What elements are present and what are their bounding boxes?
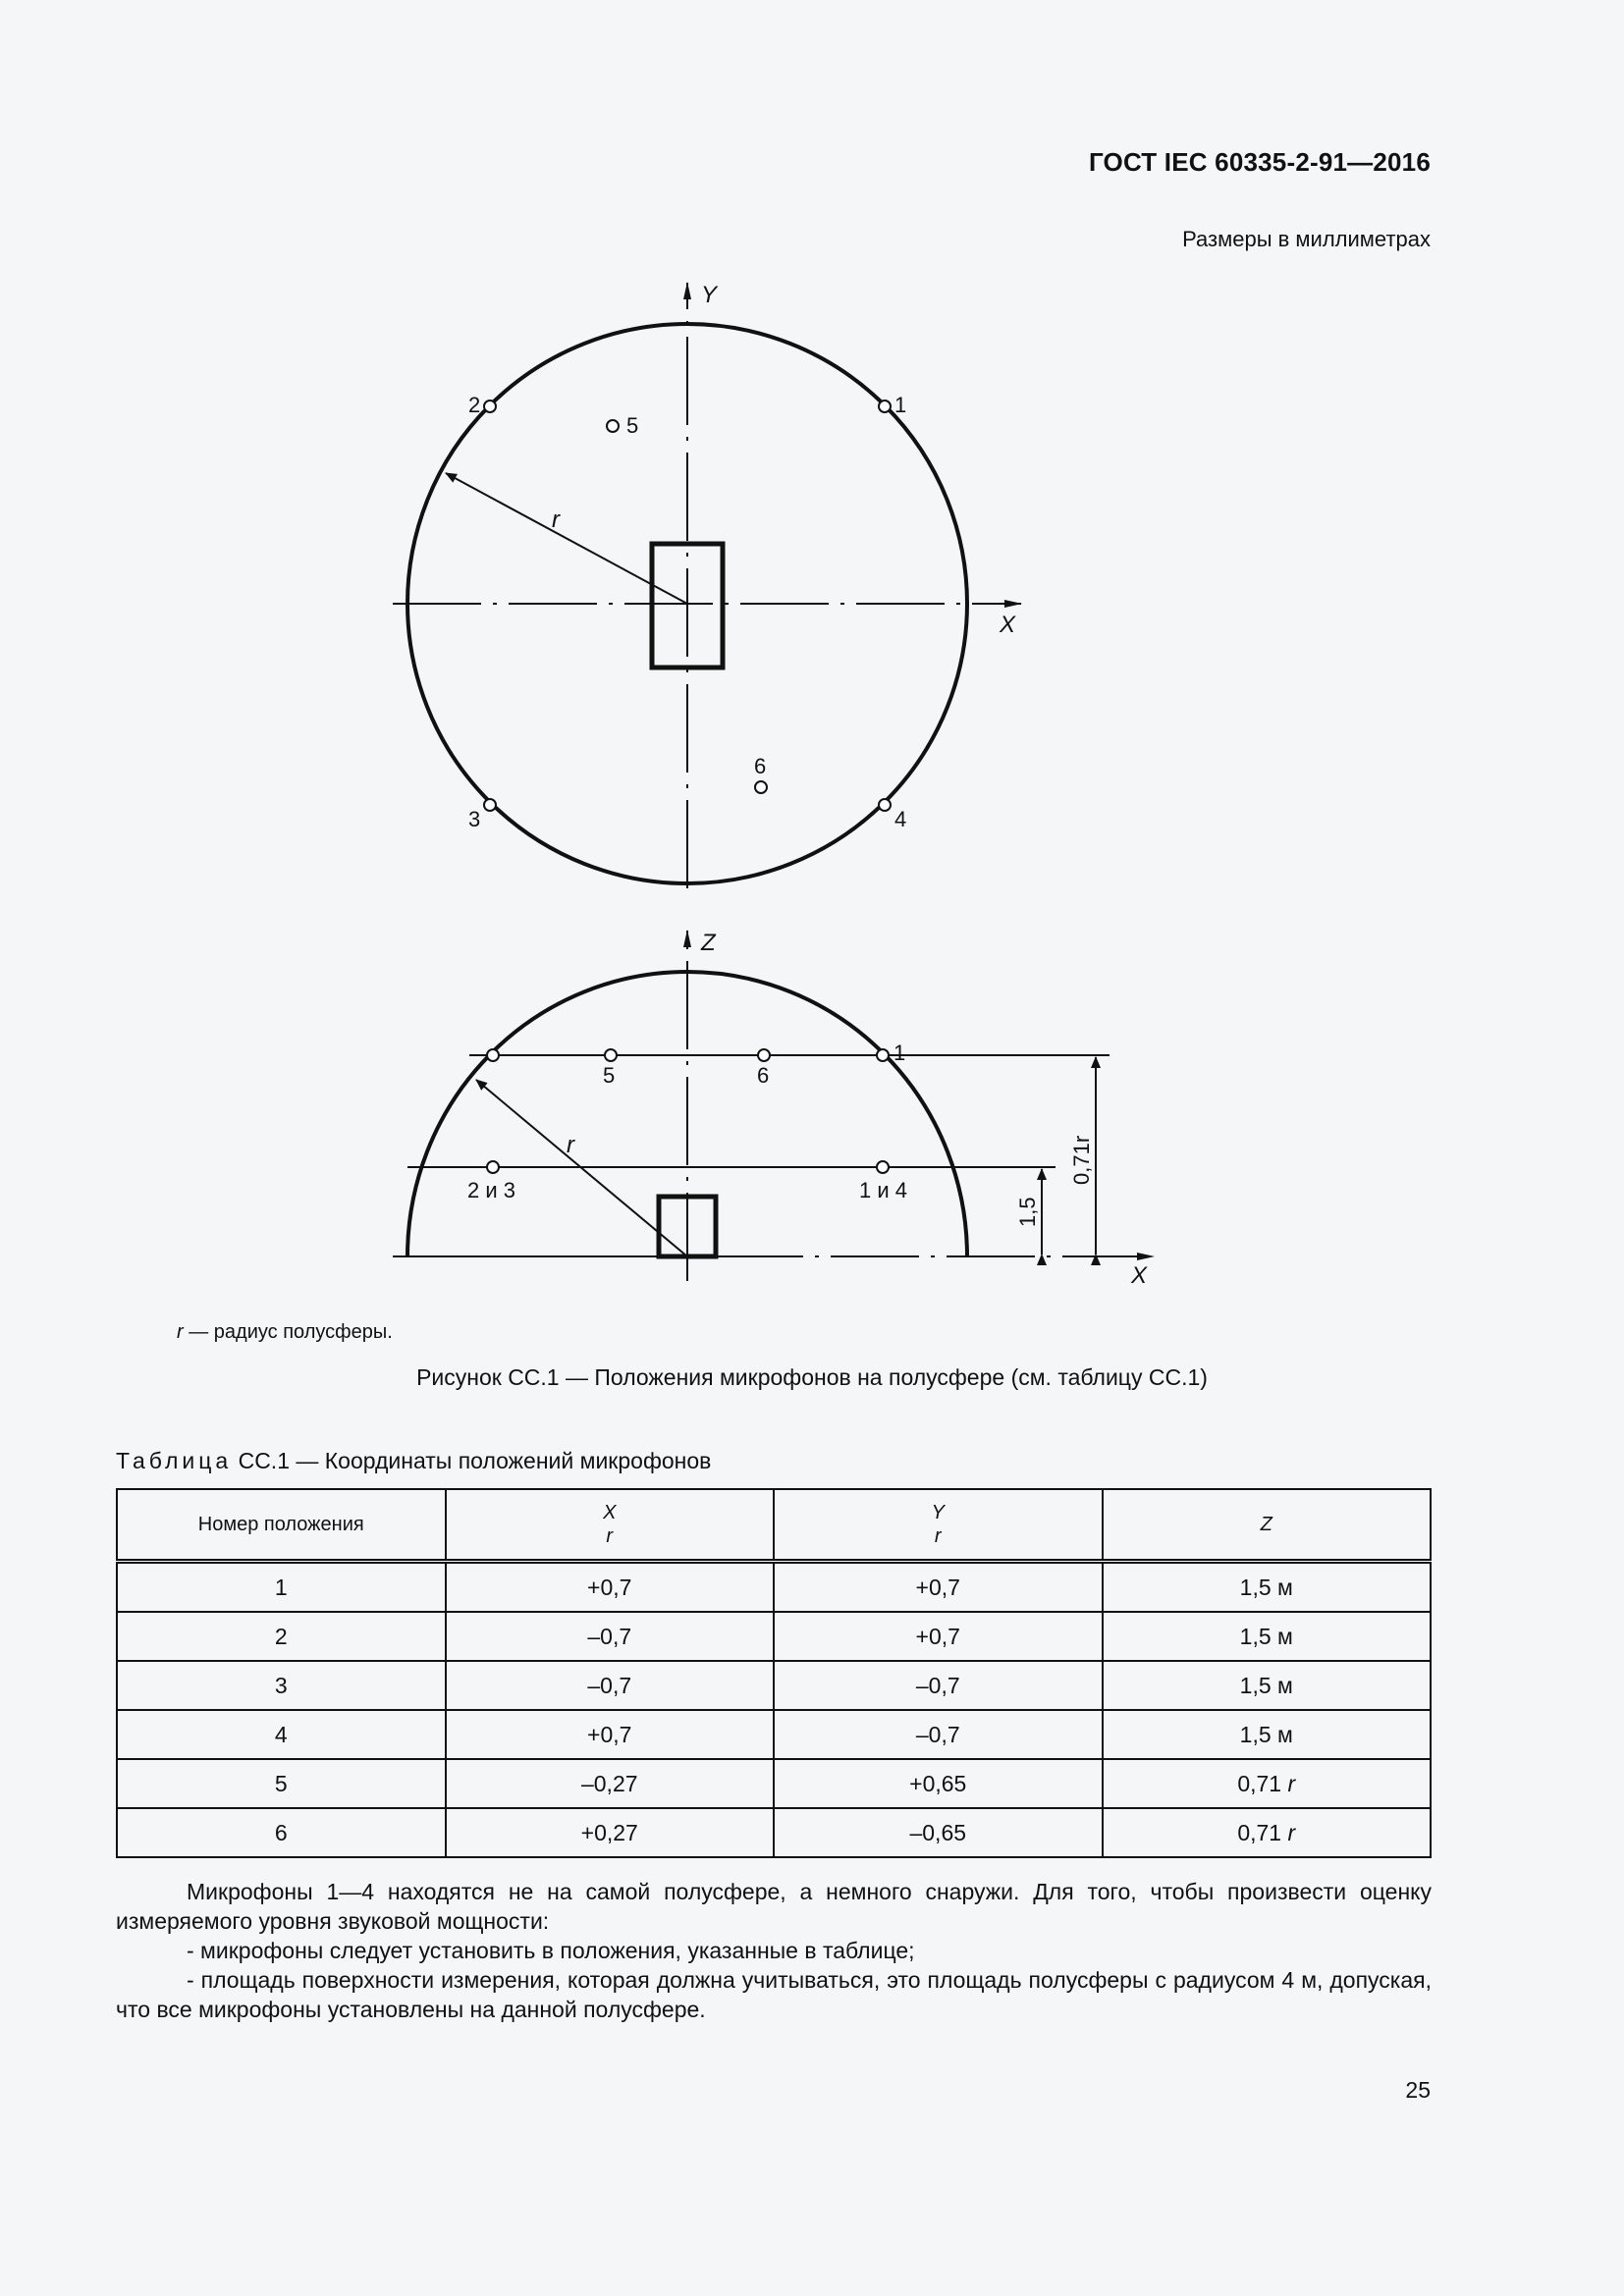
side-point-1-4 [877, 1161, 889, 1173]
mic-label-6: 6 [754, 754, 767, 778]
coordinates-table [116, 1488, 1432, 1858]
side-label-2-and-3: 2 и 3 [467, 1178, 515, 1202]
table-row [117, 1661, 1431, 1710]
cell-z: 0,71 r [1103, 1759, 1432, 1808]
table-row [117, 1759, 1431, 1808]
header-y-over-r [774, 1489, 1103, 1562]
side-point-2-3 [487, 1161, 499, 1173]
radius-label: r [552, 507, 560, 533]
figure-legend [177, 1321, 393, 1344]
side-label-1-and-4: 1 и 4 [859, 1178, 907, 1202]
cell-x: +0,7 [446, 1562, 775, 1613]
body-text [116, 1877, 1432, 2024]
z-axis-label: Z [701, 930, 716, 956]
table-row [117, 1808, 1431, 1857]
dimension-label-lower: 1,5 [1015, 1197, 1040, 1227]
figure-caption: Рисунок СС.1 — Положения микрофонов на полусфере (см. таблицу СС.1) [416, 1364, 1208, 1390]
cell-z: 1,5 м [1103, 1612, 1432, 1661]
mic-label-1: 1 [894, 393, 907, 417]
cell-number: 4 [117, 1710, 446, 1759]
mic-point-1 [879, 400, 891, 412]
side-label-5: 5 [603, 1063, 616, 1088]
side-point-upper-left [487, 1049, 499, 1061]
cell-x: –0,27 [446, 1759, 775, 1808]
header-x-over-r [446, 1489, 775, 1562]
header-z: Z [1103, 1489, 1432, 1562]
cell-number: 2 [117, 1612, 446, 1661]
table-row [117, 1612, 1431, 1661]
mic-label-5: 5 [626, 413, 639, 438]
cell-y: +0,7 [774, 1562, 1103, 1613]
cell-number: 3 [117, 1661, 446, 1710]
mic-point-2 [484, 400, 496, 412]
page-number: 25 [1405, 2077, 1431, 2103]
mic-point-6 [755, 781, 767, 793]
cell-x: –0,7 [446, 1661, 775, 1710]
mic-label-3: 3 [468, 807, 481, 831]
dimensions-note: Размеры в миллиметрах [1182, 227, 1431, 251]
radius-label-side: r [567, 1132, 574, 1158]
cell-x: +0,7 [446, 1710, 775, 1759]
table-title [116, 1448, 711, 1474]
side-point-5 [605, 1049, 617, 1061]
mic-point-5 [607, 420, 619, 432]
y-axis-label: Y [701, 282, 718, 308]
cell-number: 5 [117, 1759, 446, 1808]
side-point-6 [758, 1049, 770, 1061]
cell-y: –0,7 [774, 1710, 1103, 1759]
x-axis-label-side: X [1131, 1262, 1148, 1289]
mic-label-4: 4 [894, 807, 907, 831]
cell-z: 1,5 м [1103, 1562, 1432, 1613]
paragraph: - площадь поверхности измерения, которая должна учитываться, это площадь полусферы с радиусом 4 м, допуская, что все микрофоны установлены на данной полусфере. [116, 1967, 1432, 2022]
header-x: X [603, 1502, 617, 1523]
mic-point-3 [484, 799, 496, 811]
cell-y: +0,65 [774, 1759, 1103, 1808]
cell-y: –0,65 [774, 1808, 1103, 1857]
table-title-word: Таблица [116, 1448, 233, 1473]
cell-x: +0,27 [446, 1808, 775, 1857]
document-code: ГОСТ IEC 60335-2-91—2016 [1088, 147, 1431, 177]
side-label-1: 1 [893, 1041, 906, 1065]
mic-label-2: 2 [468, 393, 481, 417]
cell-number: 6 [117, 1808, 446, 1857]
top-view [393, 282, 1021, 888]
side-label-6: 6 [757, 1063, 770, 1088]
dimension-label-upper: 0,71r [1069, 1135, 1094, 1185]
header-y-r: r [934, 1525, 942, 1547]
cell-z: 1,5 м [1103, 1710, 1432, 1759]
header-y: Y [931, 1502, 945, 1523]
side-view [393, 930, 1154, 1289]
cell-z: 1,5 м [1103, 1661, 1432, 1710]
cell-y: –0,7 [774, 1661, 1103, 1710]
paragraph: Микрофоны 1—4 находятся не на самой полусфере, а немного снаружи. Для того, чтобы произвести оценку измеряемого уровня звуковой мощности: [116, 1879, 1432, 1934]
mic-point-4 [879, 799, 891, 811]
table-row [117, 1710, 1431, 1759]
legend-text: — радиус полусферы. [189, 1321, 393, 1343]
table-row [117, 1562, 1431, 1613]
cell-number: 1 [117, 1562, 446, 1613]
cell-z: 0,71 r [1103, 1808, 1432, 1857]
table-header-row [117, 1489, 1431, 1562]
cell-y: +0,7 [774, 1612, 1103, 1661]
header-position-number: Номер положения [117, 1489, 446, 1562]
paragraph: - микрофоны следует установить в положения, указанные в таблице; [187, 1938, 915, 1963]
cell-x: –0,7 [446, 1612, 775, 1661]
legend-symbol: r [177, 1321, 184, 1343]
side-point-1 [877, 1049, 889, 1061]
x-axis-label: X [1000, 612, 1016, 638]
header-x-r: r [606, 1525, 614, 1547]
table-title-text: СС.1 — Координаты положений микрофонов [232, 1448, 712, 1473]
radius-line [446, 473, 687, 604]
